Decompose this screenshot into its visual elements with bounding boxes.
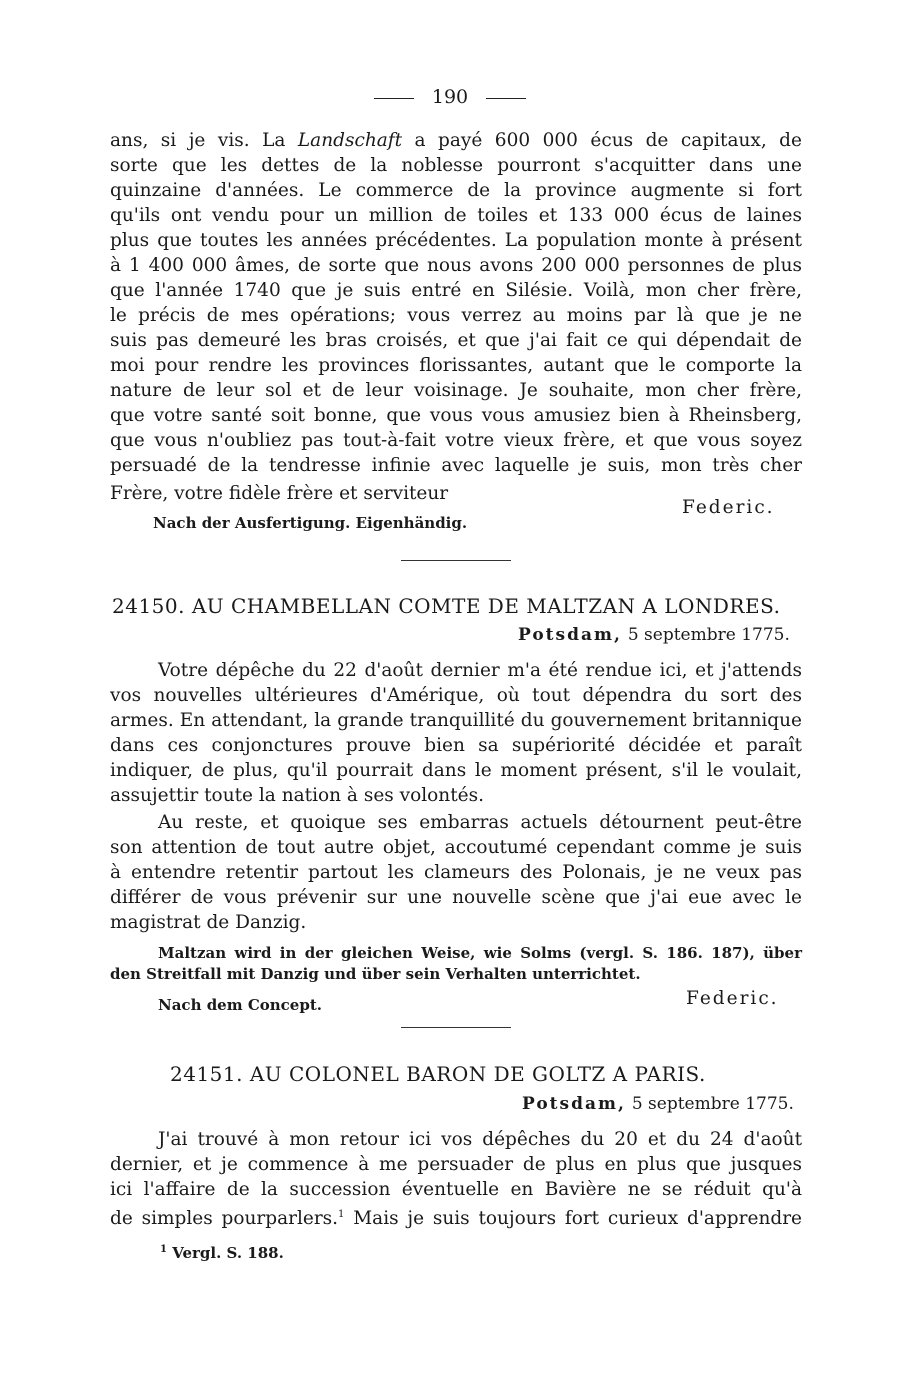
letter-place: Potsdam,: [518, 625, 622, 645]
source-note: Nach der Ausfertigung. Eigenhändig.: [153, 514, 468, 532]
section-separator: [401, 560, 511, 561]
text-line: suis pas demeuré les bras croisés, et que j'ai fait ce qui dépendait de: [110, 330, 802, 351]
signature: Federic.: [686, 988, 779, 1009]
letter-title: AU CHAMBELLAN COMTE DE MALTZAN A LONDRES.: [191, 594, 781, 618]
editor-note-line: Maltzan wird in der gleichen Weise, wie Solms (vergl. S. 186. 187), über: [158, 944, 802, 962]
text-line: persuadé de la tendresse infinie avec laquelle je suis, mon très cher: [110, 455, 802, 476]
text-line: Frère, votre fidèle frère et serviteur: [110, 483, 449, 504]
text-line: quinzaine d'années. Le commerce de la province augmente si fort: [110, 180, 802, 201]
text-line: dans ces conjonctures prouve bien sa supériorité décidée et paraît: [110, 735, 802, 756]
text-line: nature de leur sol et de leur voisinage. Je souhaite, mon cher frère,: [110, 380, 802, 401]
text-line: indiquer, de plus, qu'il pourrait dans le moment présent, s'il le voulait,: [110, 760, 802, 781]
text-line: que vous n'oubliez pas tout-à-fait votre vieux frère, et que vous soyez: [110, 430, 802, 451]
text-line: plus que toutes les années précédentes. La population monte à présent: [110, 230, 802, 251]
text-line: à 1 400 000 âmes, de sorte que nous avons 200 000 personnes de plus: [110, 255, 802, 276]
text-line: dernier, et je commence à me persuader de plus en plus que jusques: [110, 1154, 802, 1175]
letter-dateline: [518, 625, 790, 645]
section-separator: [401, 1027, 511, 1028]
header-rule-right: [486, 98, 526, 99]
text-line: J'ai trouvé à mon retour ici vos dépêches du 20 et du 24 d'août: [158, 1129, 802, 1150]
text-line: qu'ils ont vendu pour un million de toiles et 133 000 écus de laines: [110, 205, 802, 226]
text-line: ici l'affaire de la succession éventuelle en Bavière ne se réduit qu'à: [110, 1179, 802, 1200]
letter-heading: [170, 1062, 706, 1086]
footnote-text: Vergl. S. 188.: [172, 1244, 284, 1262]
footnote-number: 1: [160, 1244, 167, 1255]
text-line: Au reste, et quoique ses embarras actuels détournent peut-être: [158, 812, 802, 833]
page-number: 190: [431, 86, 469, 108]
letter-place: Potsdam,: [522, 1094, 626, 1114]
source-note: Nach dem Concept.: [158, 996, 322, 1014]
editor-note-line: den Streitfall mit Danzig und über sein Verhalten unterrichtet.: [110, 965, 641, 983]
letter-number: 24151.: [170, 1062, 243, 1086]
letter-date: 5 septembre 1775.: [631, 1094, 794, 1114]
text-line: que l'année 1740 que je suis entré en Silésie. Voilà, mon cher frère,: [110, 280, 802, 301]
footnote-marker: 1: [338, 1209, 345, 1220]
text-line: moi pour rendre les provinces florissantes, autant que le comporte la: [110, 355, 802, 376]
text-line: Votre dépêche du 22 d'août dernier m'a été rendue ici, et j'attends: [158, 660, 802, 681]
text-line: vos nouvelles ultérieures d'Amérique, où tout dépendra du sort des: [110, 685, 802, 706]
header-rule-left: [374, 98, 414, 99]
letter-heading: [112, 594, 780, 618]
text-line: à entendre retentir partout les clameurs des Polonais, je ne veux pas: [110, 862, 802, 883]
letter-number: 24150.: [112, 594, 185, 618]
text-line: ans, si je vis. La Landschaft a payé 600 000 écus de capitaux, de: [110, 130, 802, 151]
text-line: sorte que les dettes de la noblesse pourront s'acquitter dans une: [110, 155, 802, 176]
letter-title: AU COLONEL BARON DE GOLTZ A PARIS.: [249, 1062, 706, 1086]
text-line: différer de vous prévenir sur une nouvelle scène que j'ai eue avec le: [110, 887, 802, 908]
text-line: magistrat de Danzig.: [110, 912, 307, 933]
text-line: son attention de tout autre objet, accoutumé cependant comme je suis: [110, 837, 802, 858]
text-line: assujettir toute la nation à ses volontés.: [110, 785, 484, 806]
page-header: [0, 86, 900, 108]
letter-dateline: [522, 1094, 794, 1114]
footnote: [160, 1244, 284, 1262]
text-line: de simples pourparlers.$^1$ Mais je suis toujours fort curieux d'apprendre: [110, 1208, 802, 1230]
text-line: que votre santé soit bonne, que vous vous amusiez bien à Rheinsberg,: [110, 405, 802, 426]
signature: Federic.: [682, 497, 775, 518]
letter-date: 5 septembre 1775.: [627, 625, 790, 645]
text-line: le précis de mes opérations; vous verrez au moins par là que je ne: [110, 305, 802, 326]
text-line: armes. En attendant, la grande tranquillité du gouvernement britannique: [110, 710, 802, 731]
